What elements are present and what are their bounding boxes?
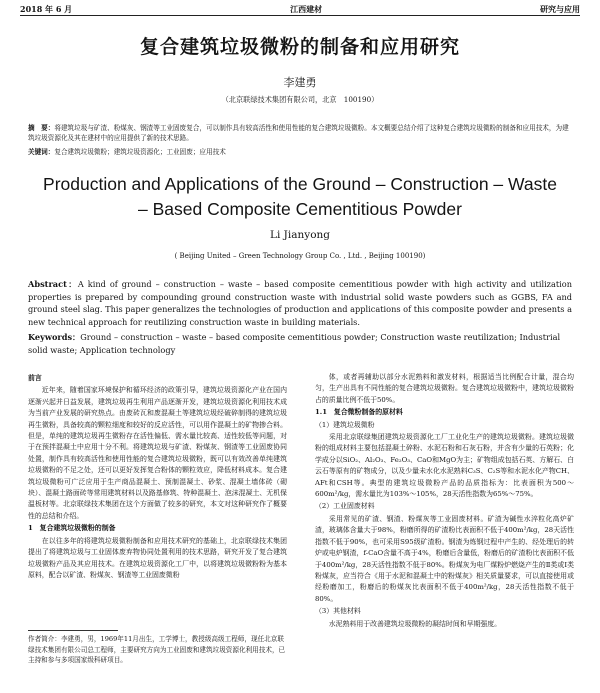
section-heading-intro: 前言 [28,374,42,382]
running-header [20,2,580,16]
cn-abstract [28,123,572,143]
paragraph: 近年来，随着国家环境保护和循环经济的政策引导，建筑垃圾资源化产业在国内逐渐兴起并日益发展，建筑垃圾再生利用产品逐渐开发，建筑垃圾资源化利用技术成为当前产业发展的研究热点。由废砖瓦和废混凝土等建筑垃圾经破碎制得的建筑垃圾再生微粉，具备较高的颗粒细度和较好的反应活性，可以用作混凝土的矿物掺合料。但是，单纯的建筑垃圾再生微粉存在活性偏低、需水量比较高、适性较低等问题，对于在预拌混凝土中应用十分不利。将建筑垃圾与矿渣、粉煤灰、钢渣等工业固废协同处置，制作具有较高活性和使用性能的复合建筑垃圾微粉，既可以有效改善单纯建筑垃圾微粉的不足之处，还可以更好发挥复合粉体的颗粒效应，降低材料成本。复合建筑垃圾微粉可广泛应用于生产商品混凝土、预制混凝土、砂浆、混凝土墙体砖（砌块）、混凝土路面砖等常用建筑材料以及路基修筑、特种混凝土、泡沫混凝土、无机保温板材等。北京联绿技术集团在这个方面做了较多的研究，本文对这种研究作了概要性的总结和介绍。 [28,386,287,520]
en-title: Production and Applications of the Ground – Construction – Waste – Based Composite Cementitious Powder [43,174,557,219]
subheading: （3）其他材料 [315,607,361,616]
body-column-left [28,372,287,581]
paragraph: 采用常见的矿渣、钢渣、粉煤灰等工业固废材料。矿渣为碱性水淬粒化高炉矿渣，玻璃体含量大于98%，粉磨所得的矿渣粉比表面积不低于400m²/kg，28天活性指数不低于90%，也可采用S95级矿渣粉。钢渣为炼钢过程中产生的、经处理后的转炉或电炉钢渣，f-CaO含量不高于4%，粉磨后含量低，粉磨后的矿渣粉比表面积不低于400m²/kg，28天活性指数不低于80%。粉煤灰为电厂煤粉炉燃烧产生的Ⅱ类或Ⅰ类粉煤灰，应当符合《用于水泥和混凝土中的粉煤灰》相关质量要求，可以直接使用或经粉磨加工，粉磨后的粉煤灰比表面积不低于400m²/kg，28天活性指数不低于80%。 [315,514,574,603]
en-keywords-label: Keywords： [28,332,81,342]
cn-affiliation: （北京联绿技术集团有限公司，北京 100190） [221,95,379,104]
header-rule [20,15,580,16]
paragraph: 水泥熟料用于改善建筑垃圾微粉的凝结时间和早期强度。 [328,619,502,628]
en-keywords-text: Ground – construction – waste – based composite cementitious powder; Construction waste reutilization; Industrial solid waste; Application technology [28,332,561,355]
cn-abstract-text: 将建筑垃圾与矿渣、粉煤灰、钢渣等工业固废复合，可以制作具有较高活性和使用性能的复合建筑垃圾微粉。本文概要总结介绍了这种复合建筑垃圾微粉的制备和应用技术，为建筑垃圾资源化及其在建材中的应用提供了新的技术思路。 [28,124,569,142]
header-journal: 江西建材 [290,3,323,14]
subheading: （1）建筑垃圾微粉 [315,420,375,429]
paragraph: 在以往多年的将建筑垃圾微粉制备和应用技术研究的基础上，北京联绿技术集团提出了将建筑垃圾与工业固体废弃物协同处置利用的技术思路，研究开发了复合建筑垃圾微粉产品及其应用技术。在建筑垃圾资源化工厂中，以将建筑垃圾微粉粉为基本原料，配合以矿渣、粉煤灰、钢渣等工业固废微粉 [28,536,287,579]
cn-keywords-text: 复合建筑垃圾微粉；建筑垃圾资源化；工业固废；应用技术 [54,148,226,156]
section-heading-1-1: 1.1 复合微粉制备的原材料 [315,408,403,417]
footnote-rule [28,630,118,631]
body-column-right [315,372,574,630]
header-section: 研究与应用 [540,3,580,14]
en-author: Li Jianyong [270,229,330,241]
en-affiliation: ( Beijing United – Green Technology Group Co. , Ltd. , Beijing 100190) [174,252,426,260]
paragraph: 体，或者再辅助以部分水泥熟料和激发材料，根据适当比例配合计量，混合均匀，生产出具有不同性能的复合建筑垃圾微粉。复合建筑垃圾微粉中，建筑垃圾微粉占的质量比例不低于50%。 [315,373,574,404]
subheading: （2）工业固废材料 [315,502,375,511]
cn-abstract-label: 摘 要： [28,124,55,132]
en-abstract-label: Abstract： [28,279,78,289]
cn-author: 李建勇 [283,76,317,89]
cn-keywords-label: 关键词： [28,148,55,156]
en-abstract [28,278,572,328]
en-abstract-text: A kind of ground – construction – waste – based composite cementitious powder with high activity and utilization properties is prepared by compounding ground construction waste with industrial solid waste powders such as GGBS, FA and ground steel slag. This paper generalizes the technologies of production and applications of this composite powder and presents a new technical approach for reutilizing construction waste in building materials. [28,279,572,327]
cn-keywords [28,146,572,156]
section-heading-1: 1 复合建筑垃圾微粉的制备 [28,524,116,533]
en-keywords [28,331,572,356]
header-date: 2018 年 6 月 [20,3,73,14]
cn-title: 复合建筑垃圾微粉的制备和应用研究 [139,36,460,58]
author-footnote: 作者简介：李建勇，男，1969年11月出生，工学博士，教授级高级工程师，现任北京联绿技术集团有限公司总工程师，主要研究方向为工业固废和建筑垃圾资源化利用技术，已主持和参与多项国家级科研项目。 [28,635,286,664]
paragraph: 采用北京联绿集团建筑垃圾资源化工厂工业化生产的建筑垃圾微粉。建筑垃圾微粉的组成材料主要包括混凝土碎粉、水泥石粉和石灰石粉，并含有少量的石英粉；化学成分以SiO₂、Al₂O₃、Fe₂O₃、CaO和MgO为主；矿物组成包括石英、方解石、白云石等原有的矿物成分，以及少量未水化水泥熟料C₃S、C₂S等和水泥水化产物CH、AFt和CSH等。典型的建筑垃圾微粉产品的品质指标为：比表面积为500～600m²/kg，需水量比为103%～105%，28天活性指数为65%～75%。 [315,433,574,499]
